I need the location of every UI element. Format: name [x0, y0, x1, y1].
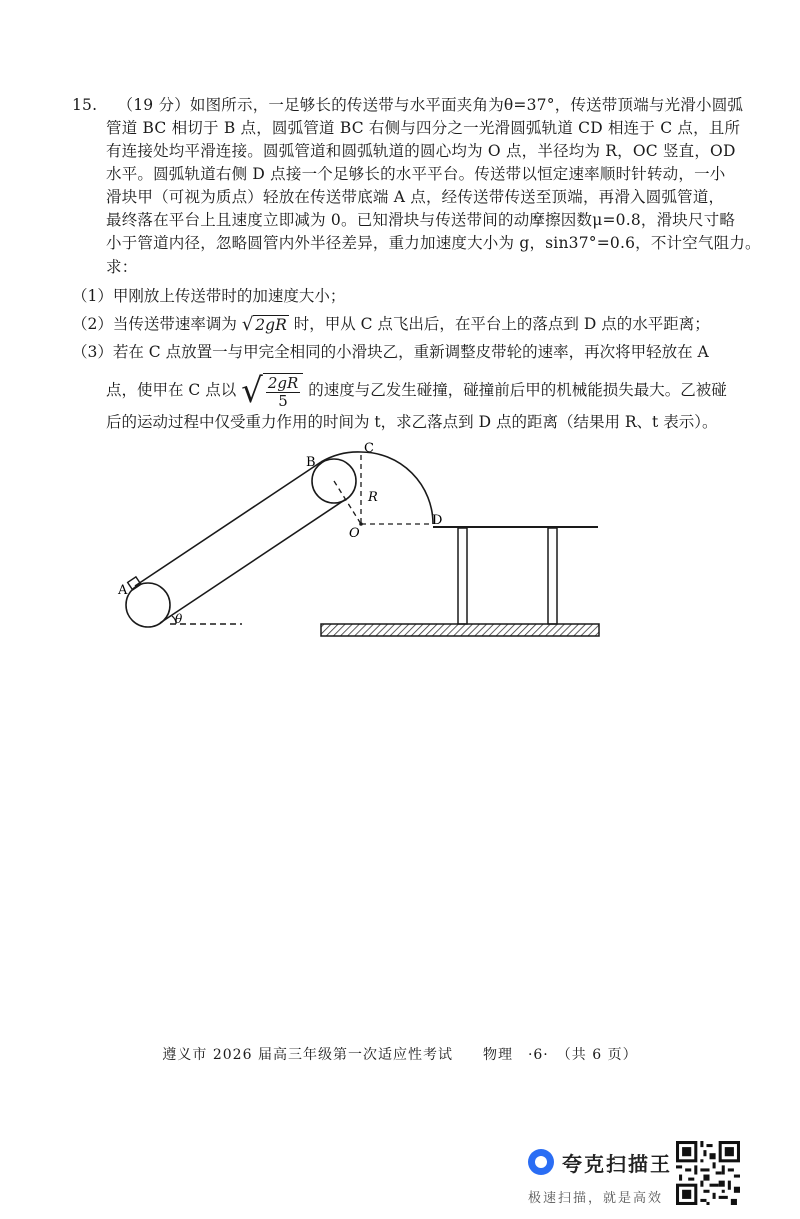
circular-arc-cd [361, 452, 433, 524]
sqrt-fraction: √ $\frac{2gR}{5}$ [241, 371, 303, 411]
qr-code-icon [676, 1141, 740, 1205]
label-r: R [368, 490, 378, 505]
center-point [359, 522, 363, 526]
label-c: C [364, 441, 374, 456]
sqrt-expression: √ 2gR [241, 314, 287, 335]
sub-question-1: （1）甲刚放上传送带时的加速度大小； [72, 287, 346, 305]
platform-leg-left [458, 528, 467, 624]
question-line-8: 求： [106, 258, 138, 276]
label-theta: θ [175, 612, 183, 626]
question-line-4: 水平。圆弧轨道右侧 D 点接一个足够长的水平平台。传送带以恒定速率顺时针转动，一小 [106, 165, 726, 183]
label-b: B [306, 455, 316, 470]
sub-question-3-line-2: 点，使甲在 C 点以 √ $\frac{2gR}{5}$ 的速度与乙发生碰撞，碰撞前后甲的机械能损失最大。乙被碰 [106, 371, 727, 411]
label-a: A [118, 583, 128, 598]
platform-leg-right [548, 528, 557, 624]
belt-upper [135, 462, 321, 586]
question-number: 15. [72, 96, 98, 114]
question-line-1: 15. （19 分）如图所示，一足够长的传送带与水平面夹角为θ=37°，传送带顶端与光滑小圆弧 [72, 96, 744, 114]
scanner-app-name: 夸克扫描王 [562, 1152, 672, 1176]
label-d: D [432, 513, 443, 528]
page-footer: 遵义市 2026 届高三年级第一次适应性考试 物理 ·6· （共 6 页） [162, 1047, 638, 1063]
question-line-2: 管道 BC 相切于 B 点，圆弧管道 BC 右侧与四分之一光滑圆弧轨道 CD 相连于 C 点，且所 [106, 119, 741, 137]
question-line-7: 小于管道内径，忽略圆管内外半径差异，重力加速度大小为 g，sin37°=0.6，不计空气阻力。 [106, 234, 761, 252]
question-line-5: 滑块甲（可视为质点）轻放在传送带底端 A 点，经传送带传送至顶端，再滑入圆弧管道， [106, 188, 725, 206]
ground [321, 624, 599, 636]
scanner-logo-icon [528, 1149, 554, 1175]
scanner-slogan: 极速扫描，就是高效 [528, 1191, 664, 1206]
sub-question-2: （2）当传送带速率调为 √ 2gR 时，甲从 C 点飞出后，在平台上的落点到 D 点的水平距离； [72, 314, 710, 335]
label-o: O [349, 526, 360, 541]
sub-question-3-line-3: 后的运动过程中仅受重力作用的时间为 t，求乙落点到 D 点的距离（结果用 R、t 表示）。 [106, 413, 718, 431]
sub-question-3-line-1: （3）若在 C 点放置一与甲完全相同的小滑块乙，重新调整皮带轮的速率，再次将甲轻放在 A [72, 343, 709, 361]
question-line-3: 有连接处均平滑连接。圆弧管道和圆弧轨道的圆心均为 O 点，半径均为 R，OC 竖直，OD [106, 142, 736, 160]
belt-lower [160, 499, 346, 623]
question-line-6: 最终落在平台上且速度立即减为 0。已知滑块与传送带间的动摩擦因数μ=0.8，滑块尺寸略 [106, 211, 736, 229]
